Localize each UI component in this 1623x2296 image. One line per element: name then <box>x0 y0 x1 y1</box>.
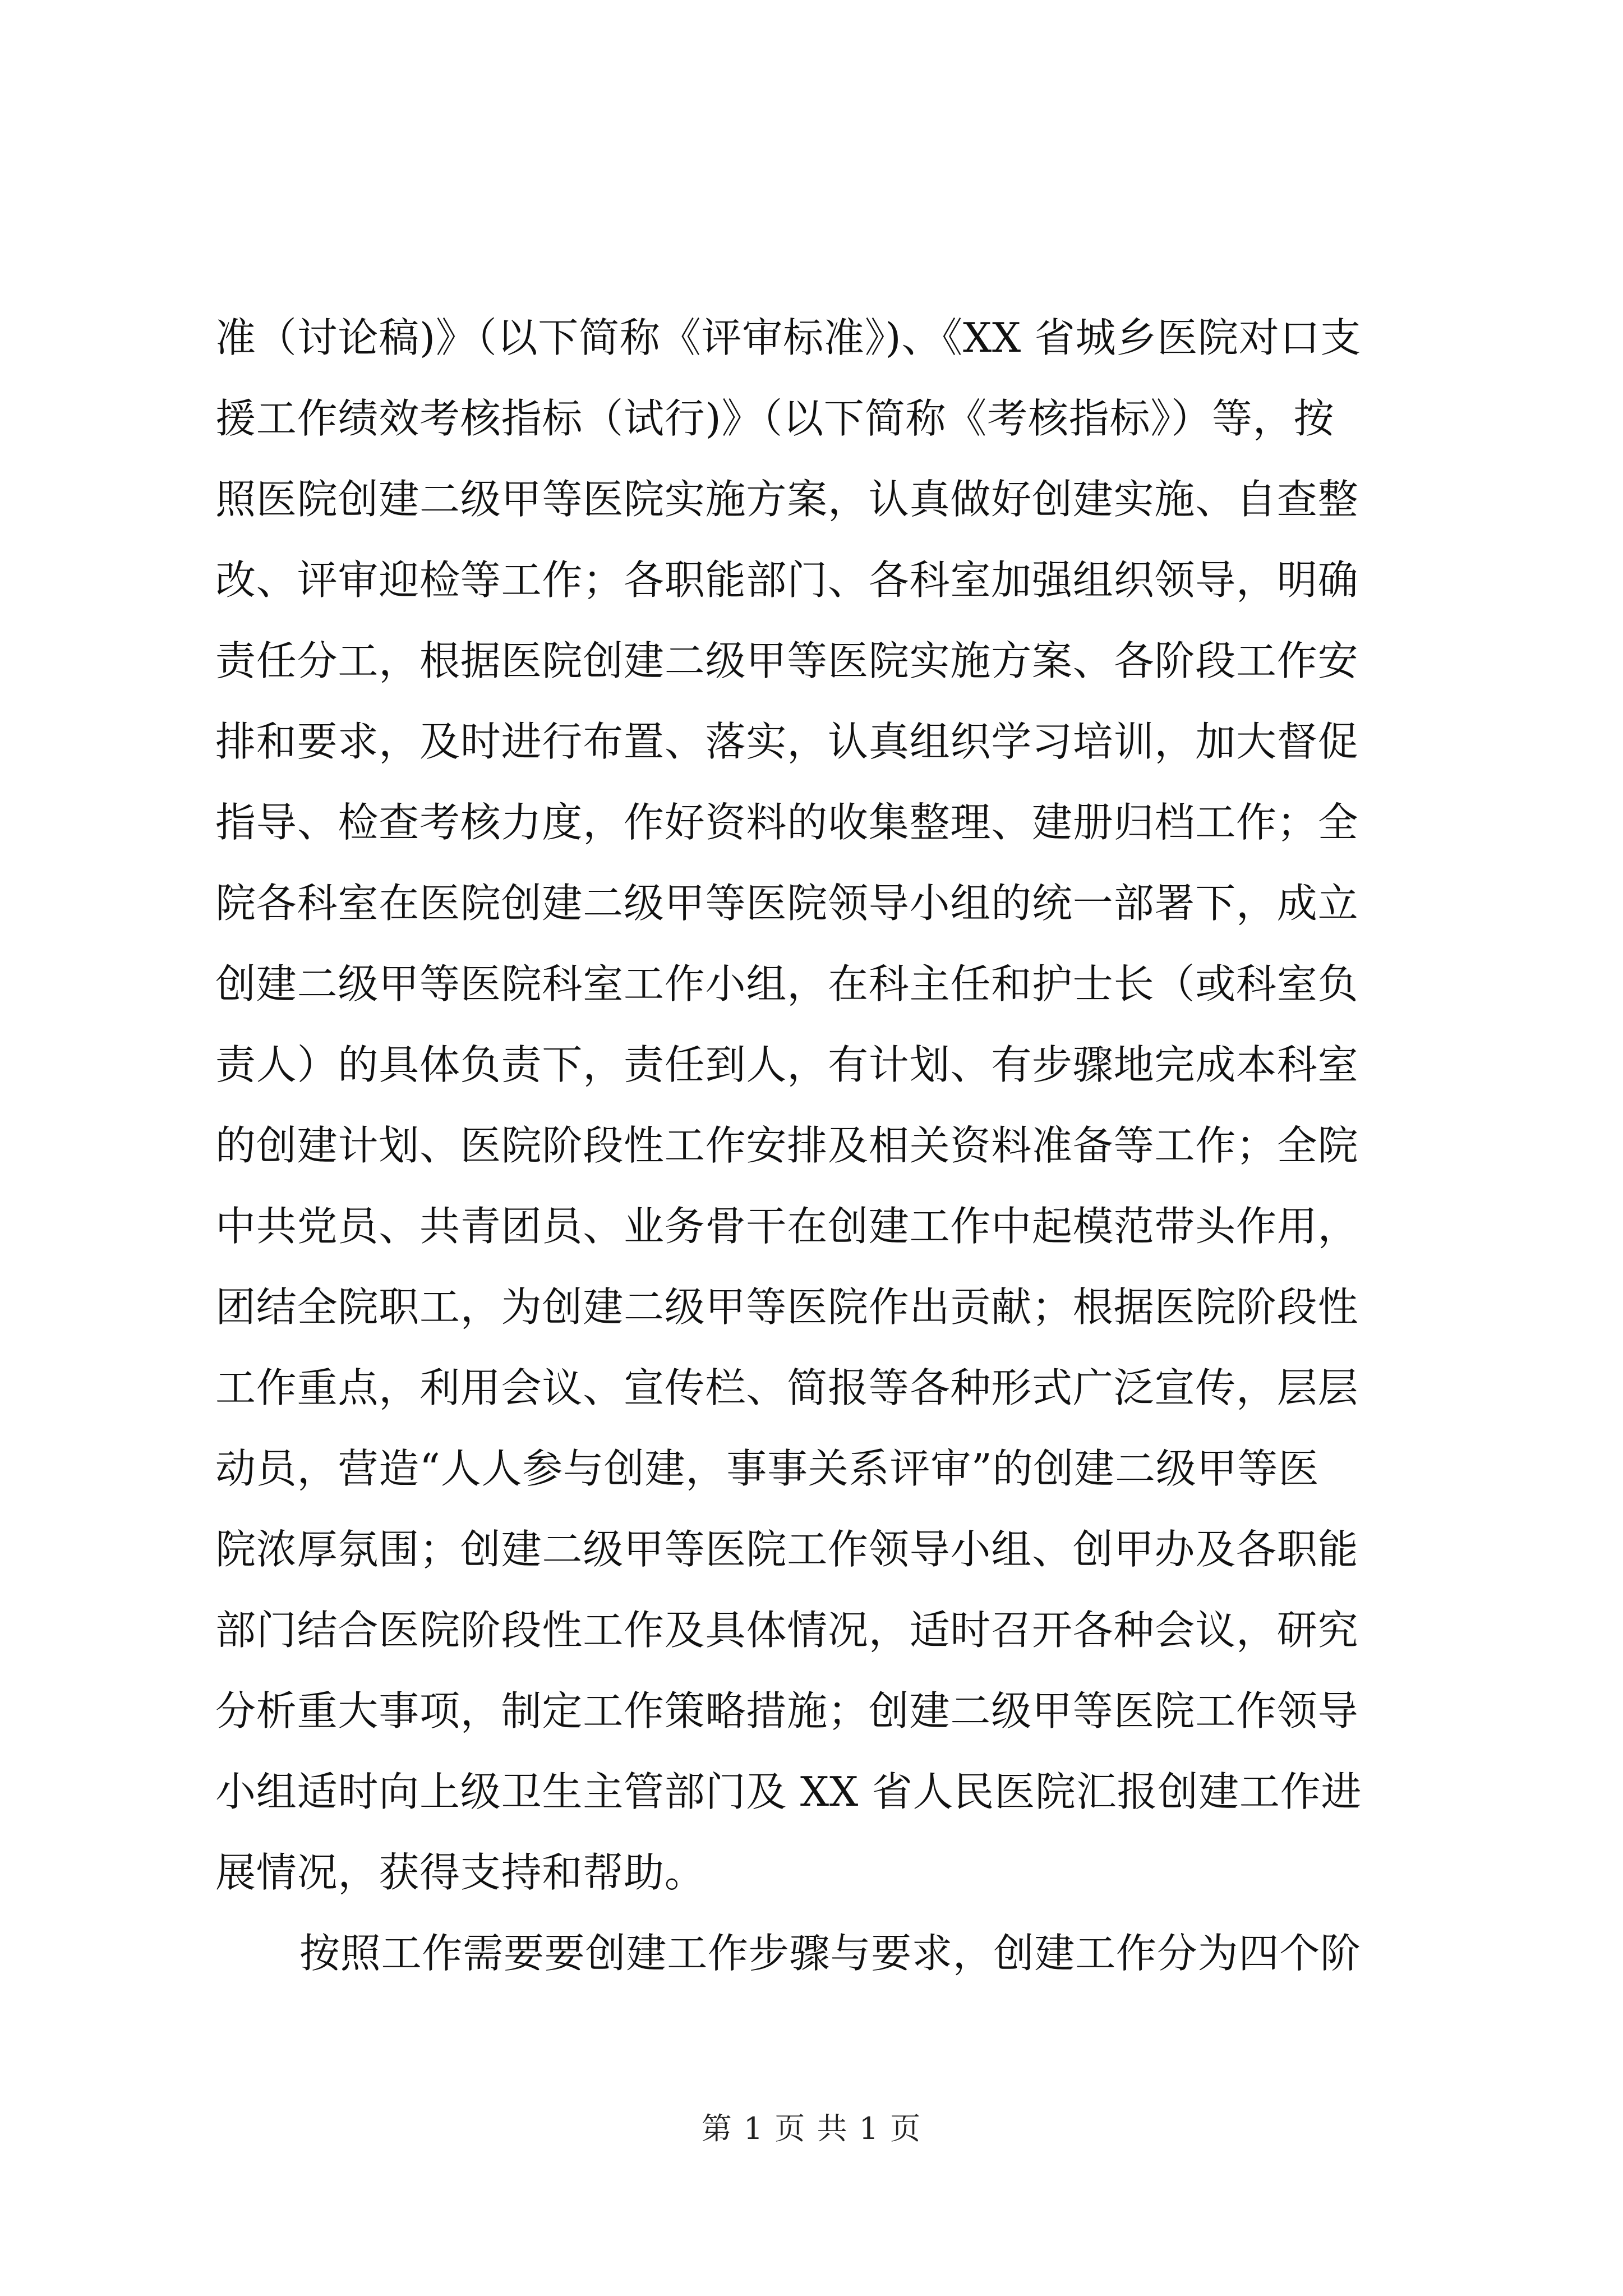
text-line: 的创建计划、医院阶段性工作安排及相关资料准备等工作；全院 <box>215 1122 1359 1169</box>
text-line: 按照工作需要要创建工作步骤与要求，创建工作分为四个阶 <box>299 1930 1361 1977</box>
text-line: 准（讨论稿)》（以下简称《评审标准》)、《XX 省城乡医院对口支 <box>215 314 1362 361</box>
text-line: 责任分工，根据医院创建二级甲等医院实施方案、各阶段工作安 <box>215 637 1359 684</box>
text-line: 院各科室在医院创建二级甲等医院领导小组的统一部署下，成立 <box>215 880 1359 927</box>
text-line: 改、评审迎检等工作；各职能部门、各科室加强组织领导，明确 <box>215 556 1359 604</box>
body-text <box>215 297 1415 1994</box>
text-line: 分析重大事项，制定工作策略措施；创建二级甲等医院工作领导 <box>215 1687 1359 1734</box>
text-line: 小组适时向上级卫生主管部门及 XX 省人民医院汇报创建工作进 <box>215 1768 1362 1815</box>
text-line: 团结全院职工，为创建二级甲等医院作出贡献；根据医院阶段性 <box>215 1283 1359 1331</box>
text-line: 指导、检查考核力度，作好资料的收集整理、建册归档工作；全 <box>215 799 1359 846</box>
text-line: 院浓厚氛围；创建二级甲等医院工作领导小组、创甲办及各职能 <box>215 1526 1359 1573</box>
text-line: 中共党员、共青团员、业务骨干在创建工作中起模范带头作用， <box>215 1203 1359 1250</box>
text-line: 照医院创建二级甲等医院实施方案，认真做好创建实施、自查整 <box>215 476 1359 523</box>
page-footer: 第 1 页 共 1 页 <box>701 2111 922 2146</box>
text-line: 责人）的具体负责下，责任到人，有计划、有步骤地完成本科室 <box>215 1041 1359 1088</box>
text-line: 工作重点，利用会议、宣传栏、简报等各种形式广泛宣传，层层 <box>215 1364 1359 1411</box>
text-line: 展情况，获得支持和帮助。 <box>215 1849 706 1896</box>
text-line: 创建二级甲等医院科室工作小组，在科主任和护士长（或科室负 <box>215 960 1359 1007</box>
text-line: 部门结合医院阶段性工作及具体情况，适时召开各种会议，研究 <box>215 1607 1359 1654</box>
text-line: 动员，营造“人人参与创建，事事关系评审”的创建二级甲等医 <box>215 1445 1320 1492</box>
text-line: 援工作绩效考核指标（试行)》（以下简称《考核指标》）等，按 <box>215 395 1335 442</box>
text-line: 排和要求，及时进行布置、落实，认真组织学习培训，加大督促 <box>215 718 1359 765</box>
